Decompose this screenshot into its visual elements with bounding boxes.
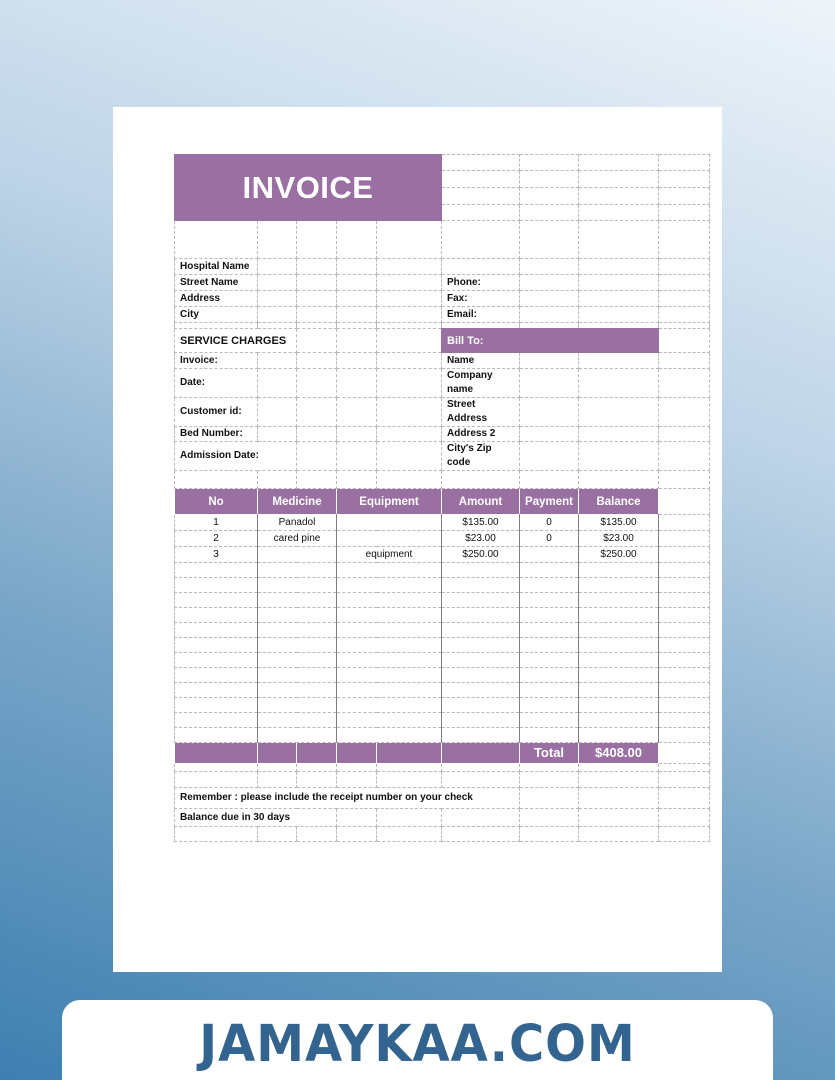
col-header-no: No (175, 489, 258, 515)
row-medicine (258, 547, 337, 563)
invoice-number-label: Invoice: (175, 353, 258, 369)
row-equipment: equipment (337, 547, 442, 563)
remember-note: Remember : please include the receipt number on your check (175, 788, 520, 809)
empty-row (175, 683, 710, 698)
row-payment: 0 (520, 531, 579, 547)
invoice-title: INVOICE (175, 155, 442, 221)
empty-row (175, 638, 710, 653)
address-2-label: Address 2 (442, 427, 520, 442)
col-header-amount: Amount (442, 489, 520, 515)
city-zip-label: City's Zip code (442, 442, 520, 471)
bill-to-heading: Bill To: (442, 329, 659, 353)
admission-date-label: Admission Date: (175, 442, 297, 471)
date-label: Date: (175, 369, 258, 398)
row-medicine: Panadol (258, 515, 337, 531)
row-medicine: cared pine (258, 531, 337, 547)
total-label: Total (520, 743, 579, 764)
customer-id-label: Customer id: (175, 398, 258, 427)
col-header-balance: Balance (579, 489, 659, 515)
service-charges-heading: SERVICE CHARGES (175, 329, 297, 353)
empty-row (175, 728, 710, 743)
row-balance: $23.00 (579, 531, 659, 547)
bill-to-name-label: Name (442, 353, 520, 369)
table-row (175, 515, 710, 531)
empty-row (175, 578, 710, 593)
invoice-sheet (174, 154, 710, 842)
brand-site-name: JAMAYKAA.COM (199, 1014, 636, 1074)
phone-label: Phone: (442, 275, 520, 291)
hospital-name-label: Hospital Name (175, 259, 258, 275)
bed-number-label: Bed Number: (175, 427, 258, 442)
row-no: 2 (175, 531, 258, 547)
row-balance: $250.00 (579, 547, 659, 563)
empty-row (175, 623, 710, 638)
balance-due-note: Balance due in 30 days (175, 809, 337, 827)
empty-row (175, 698, 710, 713)
email-label: Email: (442, 307, 520, 323)
total-value: $408.00 (579, 743, 659, 764)
row-amount: $135.00 (442, 515, 520, 531)
table-row (175, 531, 710, 547)
row-equipment (337, 515, 442, 531)
row-amount: $250.00 (442, 547, 520, 563)
row-equipment (337, 531, 442, 547)
empty-row (175, 608, 710, 623)
row-no: 3 (175, 547, 258, 563)
street-name-label: Street Name (175, 275, 258, 291)
empty-row (175, 668, 710, 683)
empty-row (175, 593, 710, 608)
row-amount: $23.00 (442, 531, 520, 547)
row-payment (520, 547, 579, 563)
address-label: Address (175, 291, 258, 307)
col-header-equipment: Equipment (337, 489, 442, 515)
brand-banner (62, 1000, 773, 1080)
col-header-medicine: Medicine (258, 489, 337, 515)
row-no: 1 (175, 515, 258, 531)
col-header-payment: Payment (520, 489, 579, 515)
row-payment: 0 (520, 515, 579, 531)
company-name-label: Company name (442, 369, 520, 398)
table-row (175, 547, 710, 563)
street-address-label: Street Address (442, 398, 520, 427)
empty-row (175, 653, 710, 668)
city-label: City (175, 307, 258, 323)
fax-label: Fax: (442, 291, 520, 307)
row-balance: $135.00 (579, 515, 659, 531)
empty-row (175, 563, 710, 578)
empty-row (175, 713, 710, 728)
